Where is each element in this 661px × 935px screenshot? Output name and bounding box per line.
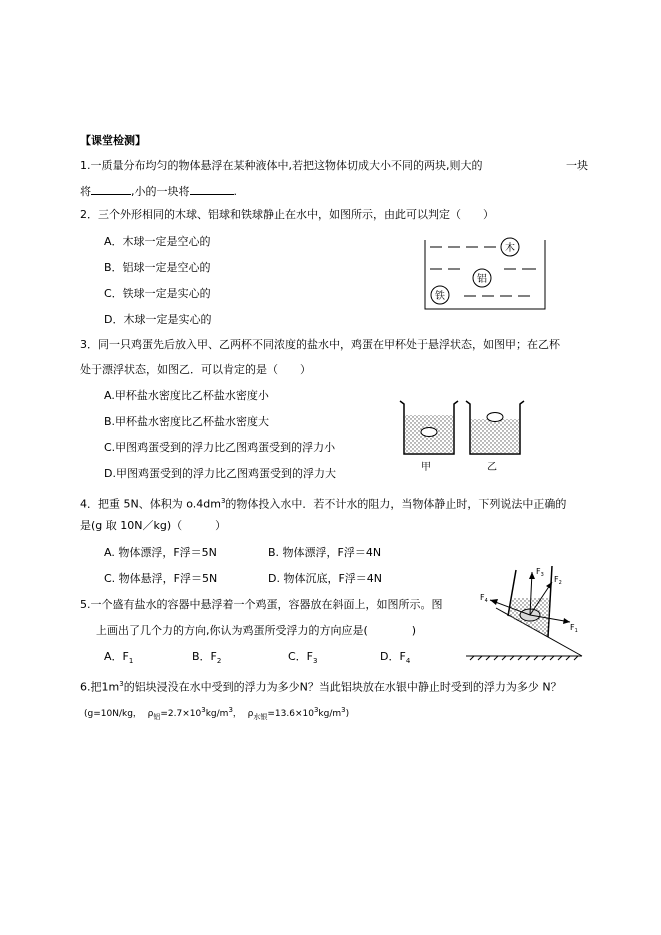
q5-option-a (104, 650, 133, 668)
iron-ball (431, 286, 449, 304)
q6-rho-hg-sub: 水银 (253, 712, 268, 721)
q5-option-d-letter: D．F (380, 650, 406, 663)
q6-given (84, 703, 349, 724)
q5-option-c-letter: C．F (288, 650, 314, 663)
q5-option-d-sub: 4 (405, 657, 411, 666)
q5-option-d (380, 650, 410, 668)
q4-option-a: A. 物体漂浮，F浮＝5N (104, 546, 217, 559)
q4-option-d: D. 物体沉底，F浮＝4N (268, 572, 383, 585)
q6-given-close: ) (345, 709, 350, 719)
q5-option-c-sub: 3 (313, 657, 318, 666)
q1-line1: 1.一质量分布均匀的物体悬浮在某种液体中,若把这物体切成大小不同的两块,则大的 (80, 159, 483, 172)
q2-option-c: C．铁球一定是实心的 (104, 287, 211, 300)
q3-line1: 3．同一只鸡蛋先后放入甲、乙两杯不同浓度的盐水中，鸡蛋在甲杯处于悬浮状态，如图甲；在乙杯 (80, 338, 560, 351)
section-title: 【课堂检测】 (80, 134, 146, 147)
q6-rho-al: ρ (147, 709, 154, 719)
q6-rho-al-sub: 铝 (153, 712, 161, 721)
q1-line2-b: ,小的一块将 (131, 185, 190, 198)
force-f4-label: $F_4$ (480, 593, 488, 604)
q6-line1 (80, 677, 562, 695)
q2-option-a: A．木球一定是空心的 (104, 235, 211, 248)
q5-line2: 上画出了几个力的方向,你认为鸡蛋所受浮力的方向应是( ) (96, 624, 417, 637)
q6-rho-al-exp: 3 (201, 706, 206, 714)
q1-line1-end: 一块 (566, 159, 588, 172)
iron-ball-label: 铁 (435, 291, 445, 302)
q6-rho-hg-unit-exp: 3 (341, 706, 346, 714)
q6-given-open: ( (84, 709, 88, 719)
q4-option-c: C. 物体悬浮，F浮＝5N (104, 572, 218, 585)
q6-line1-sup: 3 (119, 680, 124, 688)
q6-given-g: g=10N/kg， (87, 709, 142, 719)
label-jia: 甲 (421, 462, 431, 473)
label-yi: 乙 (487, 462, 497, 473)
q3-option-b: B.甲杯盐水密度比乙杯盐水密度大 (104, 415, 270, 428)
q5-option-b (192, 650, 221, 668)
q6-rho-hg-val: =13.6×10 (267, 709, 314, 719)
q4-line1-b: 的物体投入水中．若不计水的阻力，当物体静止时，下列说法中正确的 (225, 497, 567, 511)
q2-option-d: D．木球一定是实心的 (104, 313, 212, 326)
q6-rho-hg-exp: 3 (313, 706, 319, 714)
q1-line2 (80, 183, 237, 199)
force-f2-label: $F_2$ (554, 575, 562, 586)
wood-ball (501, 238, 519, 256)
q4-line2: 是(g 取 10N／kg)（ ） (80, 519, 227, 532)
q3-figure (398, 398, 528, 474)
q4-option-b: B. 物体漂浮，F浮＝4N (268, 546, 382, 559)
q5-figure (466, 562, 586, 662)
q1-line2-a: 将 (80, 185, 91, 198)
beaker-yi (466, 401, 524, 473)
q5-option-b-sub: 2 (216, 657, 222, 666)
q6-line1-b: 的铝块浸没在水中受到的浮力为多少N？当此铝块放在水银中静止时受到的浮力为多少 N？ (123, 680, 562, 694)
q3-option-d: D.甲图鸡蛋受到的浮力比乙图鸡蛋受到的浮力大 (104, 467, 336, 480)
q5-option-a-sub: 1 (128, 657, 134, 666)
beaker-jia (400, 401, 458, 473)
q5-line1: 5.一个盛有盐水的容器中悬浮着一个鸡蛋，容器放在斜面上，如图所示。图 (80, 598, 443, 611)
q2-option-b: B．铝球一定是空心的 (104, 261, 211, 274)
force-f1-label: $F_1$ (570, 623, 578, 634)
q1-line2-c: . (233, 185, 237, 198)
q6-rho-al-unit: kg/m (205, 709, 229, 719)
q6-rho-hg-unit: kg/m (318, 709, 342, 719)
q6-line1-a: 6.把1m (80, 680, 120, 694)
wood-ball-label: 木 (505, 243, 515, 254)
q4-line1-sup: 3 (220, 497, 226, 505)
q6-rho-al-unit-exp: 3 (228, 706, 233, 714)
aluminum-ball (473, 269, 491, 287)
q4-line1-a: 4．把重 5N、体积为 o.4dm (80, 497, 221, 511)
q1-blank-small[interactable] (190, 183, 234, 195)
q2-stem: 2．三个外形相同的木球、铝球和铁球静止在水中，如图所示，由此可以判定（ ） (80, 208, 494, 221)
q2-figure (424, 236, 548, 314)
q5-option-b-letter: B．F (192, 650, 217, 663)
ground-hatch (466, 656, 582, 660)
q3-line2: 处于漂浮状态，如图乙．可以肯定的是（ ） (80, 363, 311, 376)
q5-option-a-letter: A．F (104, 650, 129, 663)
q6-rho-hg: ρ (247, 709, 254, 719)
q5-option-c (288, 650, 317, 668)
q4-line1 (80, 494, 566, 512)
q6-given-sep: ， (232, 709, 242, 719)
q3-option-c: C.甲图鸡蛋受到的浮力比乙图鸡蛋受到的浮力小 (104, 441, 336, 454)
q1-blank-large[interactable] (91, 183, 131, 195)
q6-rho-al-val: =2.7×10 (160, 709, 202, 719)
aluminum-ball-label: 铝 (477, 274, 487, 285)
q3-option-a: A.甲杯盐水密度比乙杯盐水密度小 (104, 389, 269, 402)
force-f3-label: $F_3$ (536, 567, 544, 578)
